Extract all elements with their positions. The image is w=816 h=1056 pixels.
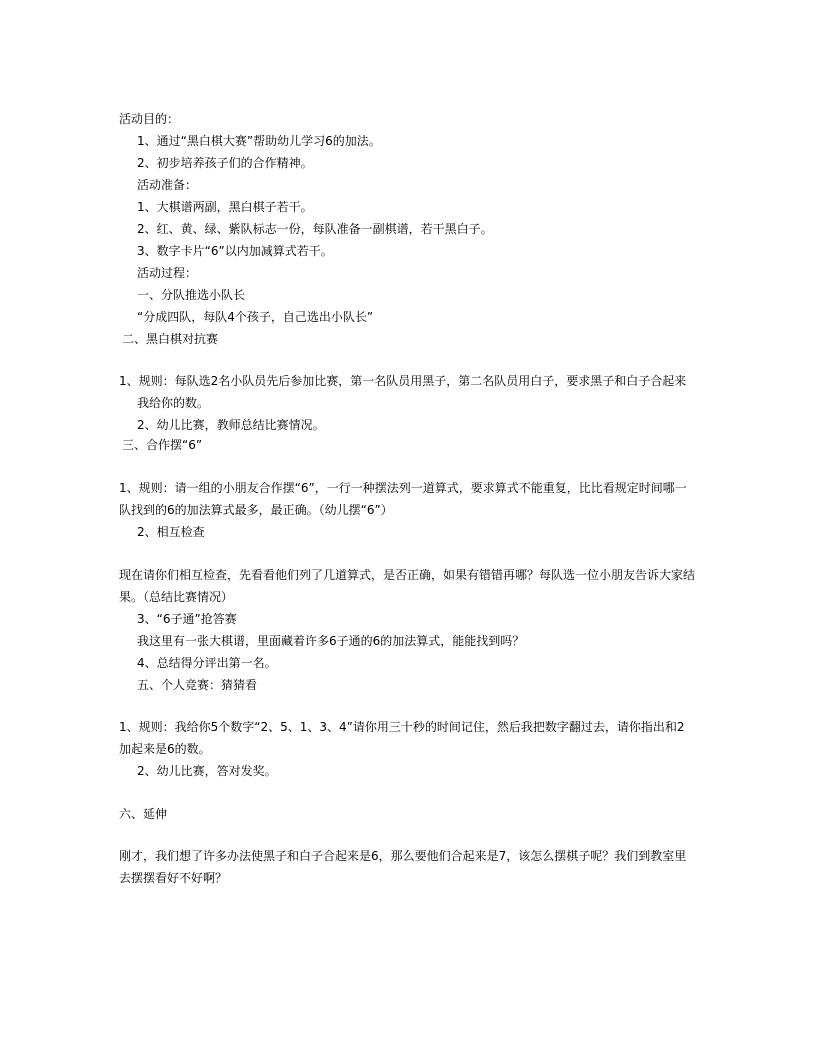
- step-heading-6: 六、延伸: [119, 807, 168, 821]
- step-heading-5: 五、个人竞赛：猜猜看: [137, 678, 258, 692]
- extension-line-2: 去摆摆看好不好啊？: [119, 871, 228, 885]
- step-5-rule-line-1: 1、规则：我给你5个数字“2、5、1、3、4”请你用三十秒的时间记住，然后我把数字翻过去，请你指出和2: [119, 720, 685, 734]
- extension-line-1: 刚才，我们想了许多办法使黑子和白子合起来是6，那么要他们合起来是7，该怎么摆棋子呢？我们到教室里: [119, 849, 687, 863]
- step-3-check-line-1: 现在请你们相互检查，先看看他们列了几道算式，是否正确，如果有错错再哪？每队选一位小朋友告诉大家结: [119, 568, 696, 582]
- step-heading-1: 一、分队推选小队长: [137, 288, 246, 302]
- goal-item-2: 2、初步培养孩子们的合作精神。: [137, 156, 313, 170]
- preparation-item-1: 1、大棋谱两副，黑白棋子若干。: [137, 200, 313, 214]
- section-heading-preparation: 活动准备：: [137, 178, 198, 192]
- step-3-check-line-2: 果。（总结比赛情况）: [119, 590, 234, 604]
- section-heading-goals: 活动目的：: [119, 112, 180, 126]
- step-5-item-2: 2、幼儿比赛，答对发奖。: [137, 764, 277, 778]
- step-3-item-2: 2、相互检查: [137, 525, 205, 539]
- step-2-rule-line-2: 我给你的数。: [137, 396, 210, 410]
- section-heading-process: 活动过程：: [137, 266, 198, 280]
- step-3-rule-line-2: 队找到的6的加法算式最多，最正确。（幼儿摆“6”）: [119, 503, 393, 517]
- preparation-item-3: 3、数字卡片“6”以内加减算式若干。: [137, 244, 333, 258]
- step-2-item-2: 2、幼儿比赛，教师总结比赛情况。: [137, 418, 325, 432]
- step-heading-3: 三、合作摆“6”: [122, 438, 203, 452]
- step-heading-2: 二、黑白棋对抗赛: [122, 332, 219, 346]
- step-2-rule-line-1: 1、规则：每队选2名小队员先后参加比赛，第一名队员用黑子，第二名队员用白子，要求黑子和白子合起来: [119, 374, 687, 388]
- step-1-text: “分成四队，每队4个孩子，自己选出小队长”: [137, 310, 374, 324]
- step-3-item-4: 4、总结得分评出第一名。: [137, 656, 277, 670]
- goal-item-1: 1、通过“黑白棋大赛”帮助幼儿学习6的加法。: [137, 134, 381, 148]
- step-3-rule-line-1: 1、规则：请一组的小朋友合作摆“6”，一行一种摆法列一道算式，要求算式不能重复，比比看规定时间哪一: [119, 481, 687, 495]
- step-3-item-3: 3、“6子通”抢答赛: [137, 612, 237, 626]
- step-3-item-3-text: 我这里有一张大棋谱，里面藏着许多6子通的6的加法算式，能能找到吗？: [137, 634, 525, 648]
- preparation-item-2: 2、红、黄、绿、紫队标志一份，每队准备一副棋谱，若干黑白子。: [137, 222, 493, 236]
- step-5-rule-line-2: 加起来是6的数。: [119, 742, 211, 756]
